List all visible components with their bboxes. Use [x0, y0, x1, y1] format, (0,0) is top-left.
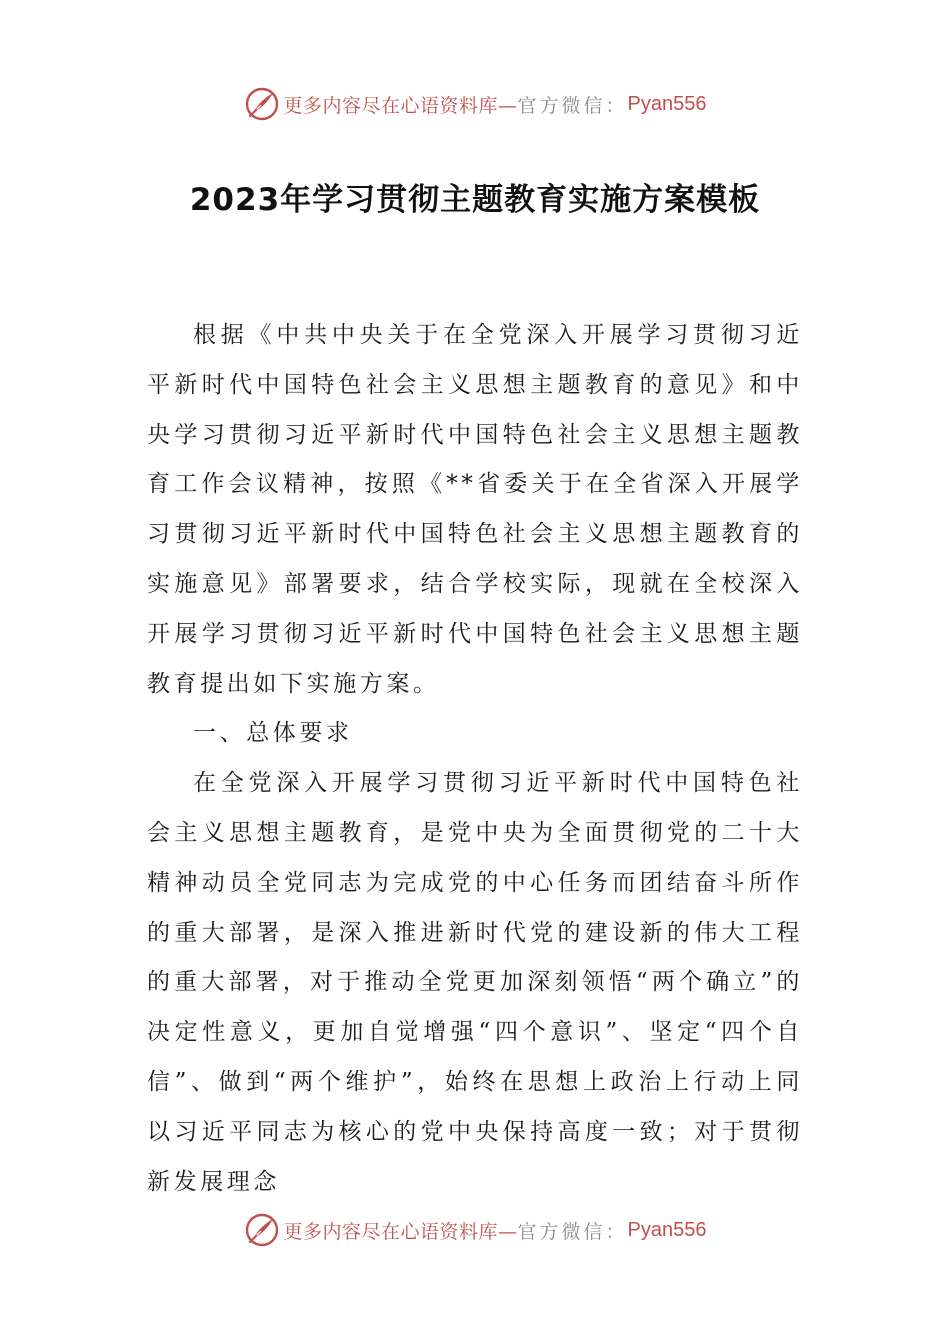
banner-wechat-label: 官方微信： [517, 1220, 628, 1243]
paragraph-general-requirements: 在全党深入开展学习贯彻习近平新时代中国特色社会主义思想主题教育，是党中央为全面贯彻党的二十大精神动员全党同志为完成党的中心任务而团结奋斗所作的重大部署，是深入推进新时代党的建设新的伟大工程的重大部署，对于推动全党更加深刻领悟“两个确立”的决定性意义，更加自觉增强“四个意识”、坚定“四个自信”、做到“两个维护”，始终在思想上政治上行动上同以习近平同志为核心的党中央保持高度一致；对于贯彻新发展理念 [147, 770, 803, 1195]
quill-logo-icon [244, 1212, 280, 1248]
document-title: 2023年学习贯彻主题教育实施方案模板 [189, 182, 761, 218]
header-banner [0, 84, 950, 124]
footer-banner [0, 1210, 950, 1250]
document-body [147, 311, 803, 1207]
quill-logo-icon [244, 86, 280, 122]
banner-wechat-label: 官方微信： [517, 94, 628, 117]
paragraph-intro: 根据《中共中央关于在全党深入开展学习贯彻习近平新时代中国特色社会主义思想主题教育的意见》和中央学习贯彻习近平新时代中国特色社会主义思想主题教育工作会议精神，按照《**省委关于在全省深入开展学习贯彻习近平新时代中国特色社会主义思想主题教育的实施意见》部署要求，结合学校实际，现就在全校深入开展学习贯彻习近平新时代中国特色社会主义思想主题教育提出如下实施方案。 [147, 322, 803, 697]
banner-promo-text: 更多内容尽在心语资料库— [283, 1220, 518, 1243]
section-heading-general-requirements: 一、总体要求 [193, 720, 353, 747]
banner-wechat-id: Pyan556 [627, 92, 707, 115]
banner-wechat-id: Pyan556 [627, 1218, 707, 1241]
banner-promo-text: 更多内容尽在心语资料库— [283, 94, 518, 117]
